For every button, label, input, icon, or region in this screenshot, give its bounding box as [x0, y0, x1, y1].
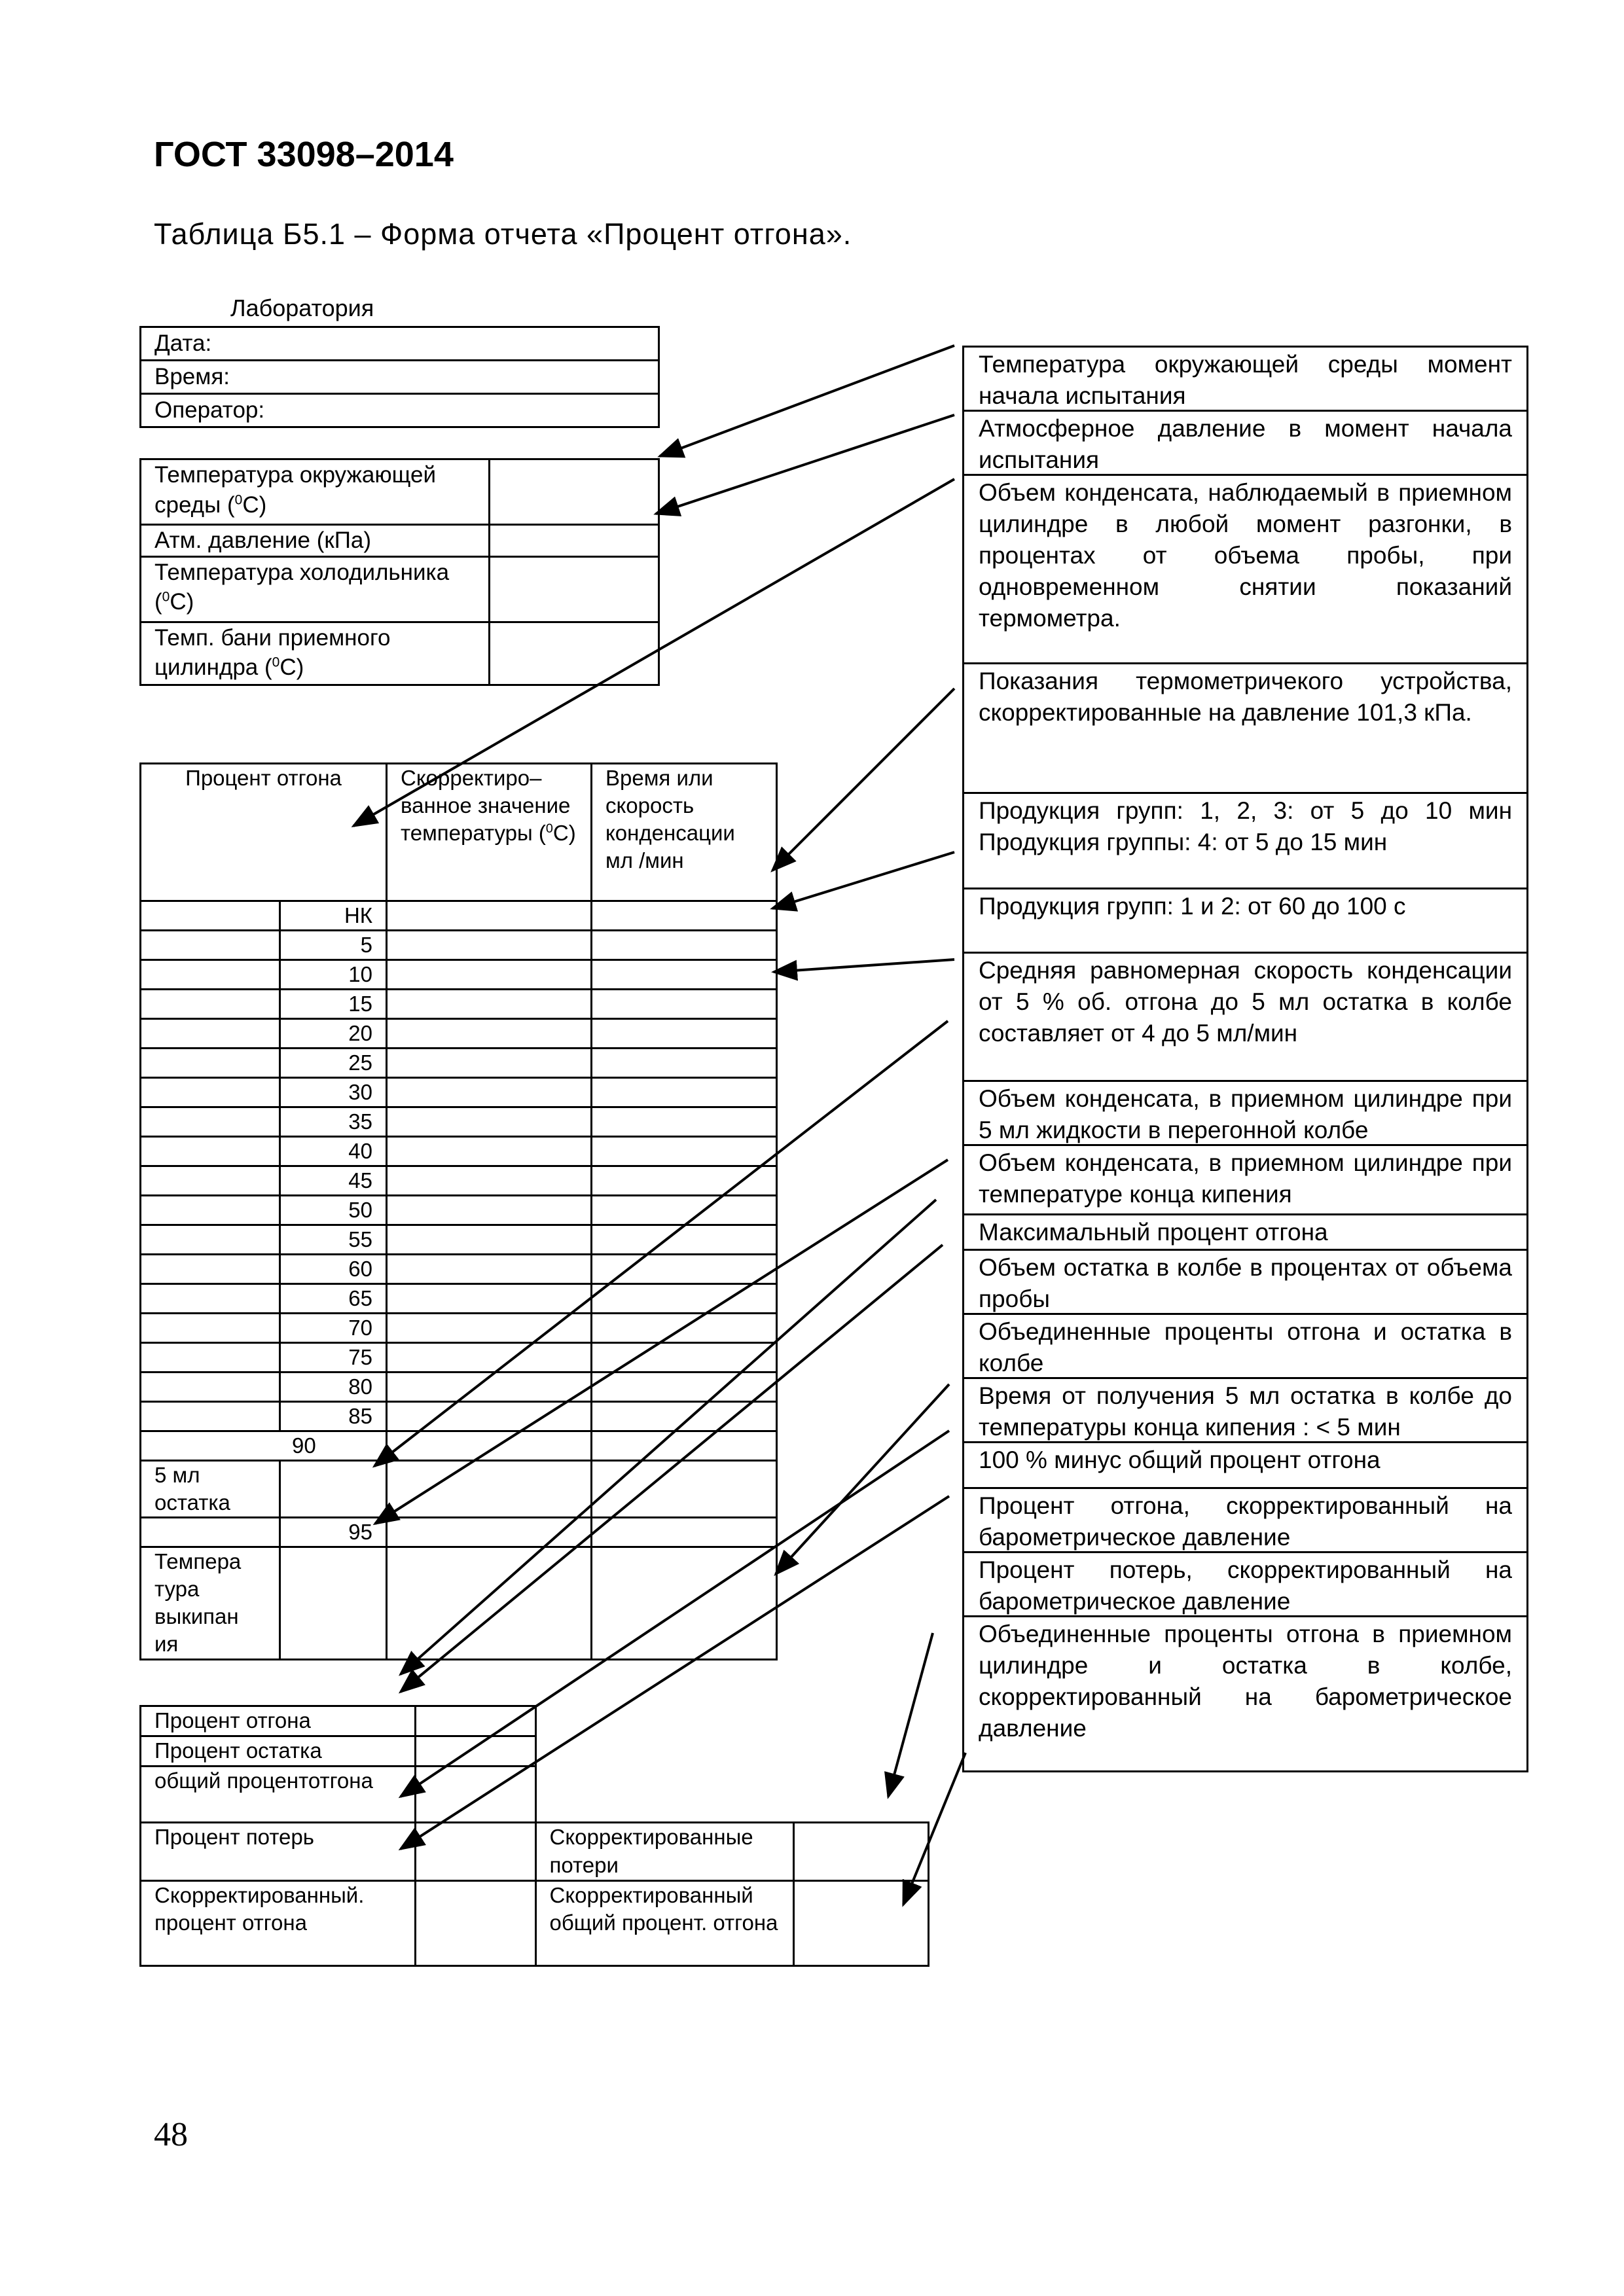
date-field[interactable]: Дата: — [141, 327, 659, 361]
row-percent-label: 45 — [280, 1166, 387, 1196]
row-90-label: 90 — [141, 1431, 387, 1461]
row-5ml-label: 5 мл остатка — [141, 1461, 280, 1518]
document-title: ГОСТ 33098–2014 — [154, 135, 454, 174]
arrow-14 — [888, 1633, 933, 1797]
rate-header: Время или скорость конденсации мл /мин — [592, 764, 777, 901]
ambient-temp-label: Температура окружающей среды ($^0$С) — [141, 459, 490, 525]
summary-residue-label: Процент остатка — [141, 1736, 416, 1766]
arrow-13 — [401, 1496, 949, 1849]
corr-total-label: Скорректированный общий процент. отгона — [535, 1880, 793, 1965]
note-7: Средняя равномерная скорость конденсации от 5 % об. отгона до 5 мл остатка в колбе составляет от 4 до 5 мл/мин — [962, 952, 1528, 1081]
row-percent-label: 75 — [280, 1343, 387, 1372]
arrow-8 — [375, 1160, 948, 1524]
note-5: Продукция групп: 1, 2, 3: от 5 до 10 мин Продукция группы: 4: от 5 до 15 мин — [962, 792, 1528, 889]
row-percent-label: 35 — [280, 1107, 387, 1137]
row-percent-label: 10 — [280, 960, 387, 990]
note-15: Процент отгона, скорректированный на барометрическое давление — [962, 1487, 1528, 1552]
row-percent-label: 5 — [280, 931, 387, 960]
note-2: Атмосферное давление в момент начала испытания — [962, 410, 1528, 475]
arrow-2 — [656, 415, 954, 514]
row-percent-label: 25 — [280, 1049, 387, 1078]
note-12: Объединенные проценты отгона и остатка в колбе — [962, 1313, 1528, 1378]
summary-total-label: общий процентотгона — [141, 1766, 416, 1822]
operator-field[interactable]: Оператор: — [141, 394, 659, 427]
note-14: 100 % минус общий процент отгона — [962, 1441, 1528, 1488]
arrow-7 — [374, 1021, 948, 1466]
arrow-3 — [353, 479, 954, 826]
arrow-6 — [774, 960, 954, 972]
note-4: Показания термометричекого устройства, скорректированные на давление 101,3 кПа. — [962, 662, 1528, 793]
row-percent-label: 60 — [280, 1255, 387, 1284]
pressure-label: Атм. давление (кПа) — [141, 525, 490, 557]
row-percent-label: 70 — [280, 1314, 387, 1343]
time-field[interactable]: Время: — [141, 361, 659, 394]
row-percent-label: 40 — [280, 1137, 387, 1166]
row-percent-label: 85 — [280, 1402, 387, 1431]
row-percent-label: 55 — [280, 1225, 387, 1255]
row-percent-label: 50 — [280, 1196, 387, 1225]
row-percent-label: 15 — [280, 990, 387, 1019]
arrow-4 — [772, 689, 954, 870]
row-percent-label: 30 — [280, 1078, 387, 1107]
arrow-9 — [401, 1200, 936, 1674]
arrow-15 — [903, 1753, 965, 1905]
row-fbp-label: Темпера тура выкипан ия — [141, 1547, 280, 1659]
corr-distill-label: Скорректированный. процент отгона — [141, 1880, 416, 1965]
row-percent-label: 20 — [280, 1019, 387, 1049]
arrow-1 — [660, 346, 954, 456]
page-number: 48 — [154, 2116, 188, 2153]
row-percent-label: НК — [280, 901, 387, 931]
summary-loss-label: Процент потерь — [141, 1822, 416, 1880]
note-13: Время от получения 5 мл остатка в колбе до температуры конца кипения : < 5 мин — [962, 1377, 1528, 1443]
note-1: Температура окружающей среды момент начала испытания — [962, 346, 1528, 411]
summary-distill-label: Процент отгона — [141, 1706, 416, 1736]
bath-temp-label: Темп. бани приемного цилиндра ($^0$С) — [141, 622, 490, 685]
table-caption: Таблица Б5.1 – Форма отчета «Процент отгона». — [154, 217, 852, 251]
note-6: Продукция групп: 1 и 2: от 60 до 100 с — [962, 888, 1528, 953]
corrected-temp-header: Скорректиро– ванное значение температуры ($^0$С) — [387, 764, 592, 901]
note-3: Объем конденсата, наблюдаемый в приемном цилиндре в любой момент разгонки, в процентах от объема пробы, при одновременном снятии показаний термометра. — [962, 474, 1528, 664]
arrow-5 — [772, 852, 954, 908]
note-17: Объединенные проценты отгона в приемном цилиндре и остатка в колбе, скорректированный на барометрическое давление — [962, 1615, 1528, 1772]
row-percent-label: 65 — [280, 1284, 387, 1314]
row-percent-label: 80 — [280, 1372, 387, 1402]
condenser-temp-label: Температура холодильника ($^0$С) — [141, 556, 490, 622]
arrow-12 — [401, 1431, 949, 1797]
corr-loss-label: Скорректированные потери — [535, 1822, 793, 1880]
arrow-10 — [401, 1245, 943, 1692]
note-16: Процент потерь, скорректированный на барометрическое давление — [962, 1551, 1528, 1617]
note-11: Объем остатка в колбе в процентах от объема пробы — [962, 1249, 1528, 1314]
note-9: Объем конденсата, в приемном цилиндре при температуре конца кипения — [962, 1144, 1528, 1215]
percent-header: Процент отгона — [141, 764, 387, 901]
laboratory-label: Лаборатория — [230, 295, 374, 321]
note-10: Максимальный процент отгона — [962, 1213, 1528, 1250]
note-8: Объем конденсата, в приемном цилиндре при 5 мл жидкости в перегонной колбе — [962, 1080, 1528, 1145]
arrow-11 — [776, 1384, 949, 1574]
row-95-label: 95 — [280, 1517, 387, 1547]
